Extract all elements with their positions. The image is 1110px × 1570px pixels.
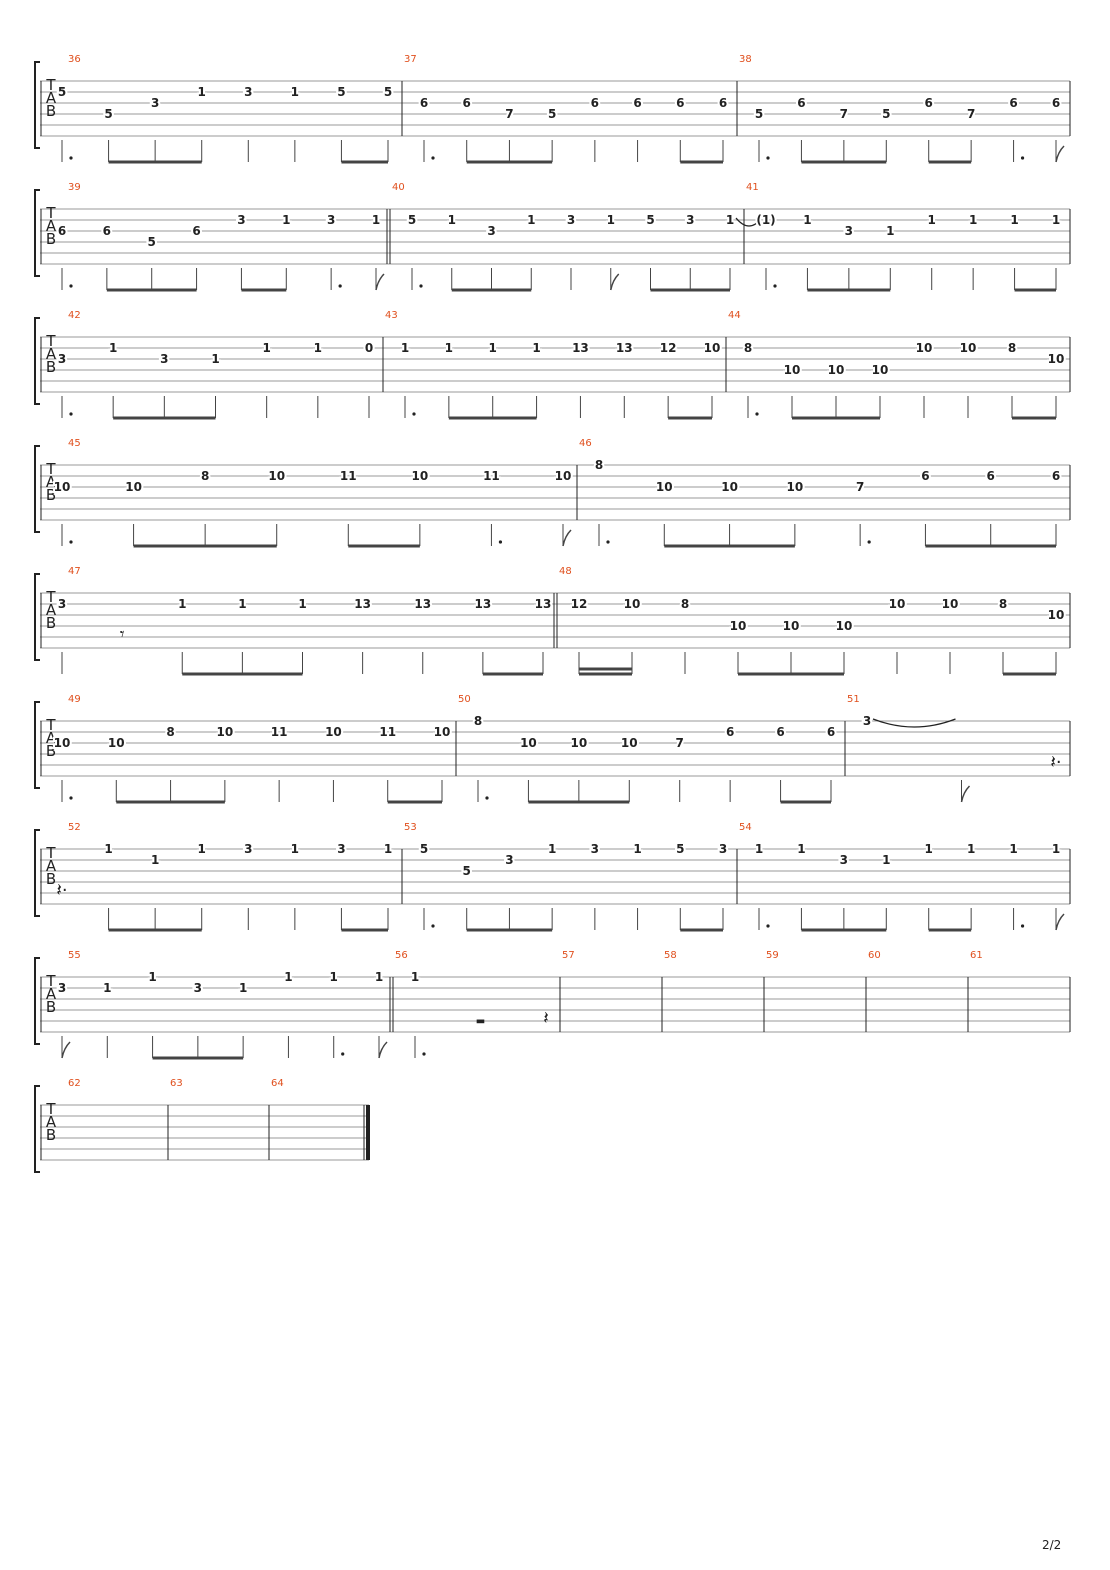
fret-number: 10 — [729, 619, 747, 633]
fret-number: 1 — [329, 970, 338, 984]
measure-number: 61 — [970, 950, 983, 961]
measure-number: 49 — [68, 694, 81, 705]
fret-number: 10 — [915, 341, 933, 355]
measure-number: 52 — [68, 822, 81, 833]
fret-number: 10 — [520, 736, 537, 750]
duration-dot — [419, 284, 422, 287]
fret-number: 1 — [211, 352, 220, 366]
fret-number: 3 — [326, 213, 336, 227]
fret-number: 1 — [886, 224, 895, 238]
tab-clef-t: T — [46, 76, 56, 94]
fret-number: 1 — [924, 842, 933, 856]
page-number: 2/2 — [1042, 1538, 1062, 1552]
duration-dot — [1021, 924, 1024, 927]
tab-clef-a: A — [45, 89, 57, 107]
tab-clef-b: B — [45, 998, 57, 1016]
tab-clef-t: T — [46, 716, 56, 734]
fret-number: 7 — [855, 480, 865, 494]
measure-number: 44 — [728, 310, 741, 321]
fret-number: 13 — [414, 597, 432, 611]
rest-eighth: 𝄾 — [119, 624, 125, 645]
fret-number: 8 — [1007, 341, 1017, 355]
tab-clef-a: A — [45, 985, 57, 1003]
duration-dot — [606, 540, 609, 543]
fret-number: 6 — [924, 96, 933, 110]
fret-number: 6 — [462, 96, 471, 110]
fret-number: 1 — [108, 341, 118, 355]
fret-number: 1 — [103, 981, 112, 995]
tab-clef-b: B — [45, 1126, 57, 1144]
fret-number: 10 — [888, 597, 906, 611]
measure-number: 43 — [385, 310, 398, 321]
fret-number: 3 — [160, 352, 169, 366]
fret-number: 1 — [444, 341, 454, 355]
system-bracket — [35, 830, 40, 916]
fret-number: 1 — [927, 213, 936, 227]
fret-number: 8 — [473, 714, 483, 728]
fret-number: 1 — [371, 213, 381, 227]
fret-number: 10 — [433, 725, 451, 739]
duration-dot — [773, 284, 776, 287]
fret-number: 1 — [284, 970, 293, 984]
fret-number: 6 — [57, 224, 67, 238]
fret-number: 1 — [238, 597, 247, 611]
fret-number: 6 — [590, 96, 600, 110]
fret-number: 3 — [57, 352, 67, 366]
fret-number: 13 — [474, 597, 492, 611]
fret-number: 3 — [590, 842, 600, 856]
fret-number: 3 — [505, 853, 514, 867]
fret-number: 6 — [102, 224, 112, 238]
duration-dot — [339, 284, 342, 287]
fret-number: 1 — [488, 341, 497, 355]
fret-number: 8 — [743, 341, 753, 355]
measure-number: 56 — [395, 950, 408, 961]
fret-number: 10 — [655, 480, 673, 494]
fret-number: 3 — [57, 981, 67, 995]
tab-clef-t: T — [46, 204, 56, 222]
fret-number: 3 — [487, 224, 496, 238]
eighth-flag — [962, 786, 970, 802]
measure-number: 54 — [739, 822, 752, 833]
eighth-flag — [379, 1042, 387, 1058]
fret-number: 1 — [547, 842, 557, 856]
fret-number: 13 — [572, 341, 589, 355]
measure-number: 55 — [68, 950, 81, 961]
rest-quarter-dotted: 𝄽· — [1050, 752, 1062, 773]
fret-number: 8 — [680, 597, 690, 611]
fret-number: 1 — [282, 213, 291, 227]
fret-number: 3 — [244, 85, 253, 99]
fret-number: 1 — [447, 213, 456, 227]
measure-number: 37 — [404, 54, 417, 65]
measure-number: 58 — [664, 950, 677, 961]
duration-dot — [766, 924, 769, 927]
system-bracket — [35, 1086, 40, 1172]
tab-clef-b: B — [45, 230, 57, 248]
measure-number: 36 — [68, 54, 81, 65]
duration-dot — [766, 156, 769, 159]
fret-number: 8 — [166, 725, 175, 739]
measure-number: 51 — [847, 694, 860, 705]
fret-number: 3 — [193, 981, 203, 995]
fret-number: 6 — [725, 725, 735, 739]
fret-number: 6 — [986, 469, 995, 483]
fret-number: 10 — [268, 469, 286, 483]
fret-number: 6 — [1009, 96, 1018, 110]
fret-number: 7 — [675, 736, 684, 750]
fret-number: 0 — [364, 341, 374, 355]
tab-clef-b: B — [45, 358, 57, 376]
tab-clef-a: A — [45, 729, 57, 747]
fret-number: 5 — [754, 107, 764, 121]
fret-number: 3 — [244, 842, 253, 856]
fret-number: 1 — [150, 853, 160, 867]
measure-number: 41 — [746, 182, 759, 193]
fret-number: 1 — [968, 213, 978, 227]
fret-number: 1 — [197, 842, 206, 856]
tab-clef-b: B — [45, 870, 57, 888]
fret-number: 8 — [998, 597, 1008, 611]
measure-number: 42 — [68, 310, 81, 321]
fret-number: 5 — [462, 864, 471, 878]
fret-number: 11 — [339, 469, 357, 483]
fret-number: 6 — [776, 725, 785, 739]
measure-number: 50 — [458, 694, 471, 705]
fret-number: 1 — [104, 842, 113, 856]
measure-number: 64 — [271, 1078, 284, 1089]
measure-number: 39 — [68, 182, 81, 193]
fret-number: 3 — [686, 213, 695, 227]
fret-number: 3 — [566, 213, 576, 227]
measure-number: 63 — [170, 1078, 183, 1089]
tab-clef-t: T — [46, 1100, 56, 1118]
fret-number: 1 — [797, 842, 806, 856]
fret-number: 13 — [534, 597, 552, 611]
tab-clef-b: B — [45, 102, 57, 120]
fret-number: 3 — [839, 853, 849, 867]
fret-number: 1 — [966, 842, 976, 856]
fret-number: 6 — [676, 96, 685, 110]
fret-number: 8 — [594, 458, 604, 472]
duration-dot — [69, 796, 72, 799]
fret-number: 10 — [782, 619, 800, 633]
fret-number: 1 — [262, 341, 271, 355]
fret-number: 5 — [676, 842, 685, 856]
fret-number: 10 — [107, 736, 125, 750]
rest-quarter: 𝄽 — [543, 1008, 549, 1029]
fret-number: 3 — [862, 714, 872, 728]
fret-number: 6 — [921, 469, 930, 483]
measure-number: 60 — [868, 950, 881, 961]
fret-number: 13 — [615, 341, 633, 355]
fret-number: 5 — [104, 107, 113, 121]
fret-number: 10 — [721, 480, 738, 494]
fret-number: 7 — [839, 107, 849, 121]
fret-number: 3 — [237, 213, 246, 227]
tab-clef-a: A — [45, 345, 57, 363]
fret-number: 1 — [148, 970, 157, 984]
rest-quarter-dotted: 𝄽· — [56, 880, 68, 901]
fret-number: 12 — [659, 341, 677, 355]
tab-clef-a: A — [45, 473, 57, 491]
fret-number: 7 — [966, 107, 976, 121]
fret-number: 10 — [703, 341, 721, 355]
fret-number: 10 — [783, 363, 801, 377]
fret-number: 1 — [290, 842, 300, 856]
fret-number: 13 — [354, 597, 371, 611]
duration-dot — [69, 156, 72, 159]
fret-number: 1 — [725, 213, 735, 227]
measure-number: 53 — [404, 822, 417, 833]
fret-number: 6 — [1051, 469, 1061, 483]
fret-number: 5 — [882, 107, 891, 121]
measure-number: 57 — [562, 950, 575, 961]
fret-number: 1 — [178, 597, 187, 611]
fret-number: (1) — [756, 213, 776, 227]
fret-number: 1 — [882, 853, 891, 867]
measure-number: 40 — [392, 182, 405, 193]
duration-dot — [341, 1052, 344, 1055]
fret-number: 11 — [379, 725, 397, 739]
fret-number: 3 — [57, 597, 67, 611]
fret-number: 1 — [1051, 842, 1061, 856]
fret-number: 1 — [803, 213, 812, 227]
system-bracket — [35, 190, 40, 276]
tab-clef-a: A — [45, 857, 57, 875]
fret-number: 1 — [238, 981, 248, 995]
fret-number: 1 — [298, 597, 307, 611]
fret-number: 6 — [419, 96, 429, 110]
tab-clef-t: T — [46, 972, 56, 990]
fret-number: 10 — [125, 480, 142, 494]
measure-number: 48 — [559, 566, 572, 577]
fret-number: 10 — [786, 480, 804, 494]
fret-number: 3 — [844, 224, 854, 238]
fret-number: 1 — [606, 213, 615, 227]
fret-number: 10 — [1047, 352, 1065, 366]
duration-dot — [499, 540, 502, 543]
fret-number: 10 — [53, 736, 71, 750]
fret-number: 10 — [53, 480, 71, 494]
system-bracket — [35, 446, 40, 532]
eighth-flag — [1056, 146, 1064, 162]
fret-number: 1 — [410, 970, 420, 984]
fret-number: 11 — [483, 469, 500, 483]
fret-number: 11 — [270, 725, 288, 739]
fret-number: 5 — [646, 213, 655, 227]
system-bracket — [35, 702, 40, 788]
measure-number: 47 — [68, 566, 81, 577]
system-bracket — [35, 574, 40, 660]
fret-number: 1 — [532, 341, 541, 355]
fret-number: 6 — [1051, 96, 1061, 110]
fret-number: 10 — [941, 597, 959, 611]
fret-number: 10 — [570, 736, 588, 750]
duration-dot — [868, 540, 871, 543]
fret-number: 1 — [290, 85, 300, 99]
duration-dot — [69, 540, 72, 543]
duration-dot — [431, 924, 434, 927]
fret-number: 1 — [313, 341, 323, 355]
duration-dot — [1021, 156, 1024, 159]
tie-arc — [873, 719, 956, 727]
measure-number: 59 — [766, 950, 779, 961]
duration-dot — [69, 412, 72, 415]
measure-number: 38 — [739, 54, 752, 65]
fret-number: 10 — [827, 363, 845, 377]
fret-number: 7 — [505, 107, 514, 121]
fret-number: 3 — [718, 842, 728, 856]
tab-clef-a: A — [45, 217, 57, 235]
eighth-flag — [611, 274, 619, 290]
fret-number: 5 — [547, 107, 557, 121]
duration-dot — [69, 284, 72, 287]
eighth-flag — [1056, 914, 1064, 930]
measure-number: 62 — [68, 1078, 81, 1089]
eighth-flag — [376, 274, 384, 290]
tab-clef-a: A — [45, 1113, 57, 1131]
fret-number: 1 — [383, 842, 393, 856]
fret-number: 5 — [383, 85, 393, 99]
fret-number: 10 — [623, 597, 641, 611]
fret-number: 10 — [1047, 608, 1065, 622]
tab-clef-t: T — [46, 460, 56, 478]
eighth-flag — [62, 1042, 70, 1058]
tab-clef-t: T — [46, 588, 56, 606]
system-bracket — [35, 62, 40, 148]
fret-number: 10 — [554, 469, 572, 483]
fret-number: 6 — [718, 96, 728, 110]
fret-number: 5 — [419, 842, 429, 856]
fret-number: 1 — [374, 970, 384, 984]
system-bracket — [35, 318, 40, 404]
fret-number: 5 — [57, 85, 67, 99]
tab-clef-b: B — [45, 614, 57, 632]
fret-number: 1 — [754, 842, 764, 856]
fret-number: 5 — [407, 213, 417, 227]
fret-number: 1 — [1051, 213, 1061, 227]
system-bracket — [35, 958, 40, 1044]
fret-number: 10 — [835, 619, 853, 633]
fret-number: 10 — [216, 725, 234, 739]
fret-number: 5 — [147, 235, 156, 249]
rest-half: ▬ — [475, 1016, 486, 1027]
fret-number: 6 — [797, 96, 806, 110]
tab-clef-b: B — [45, 742, 57, 760]
fret-number: 1 — [633, 842, 642, 856]
fret-number: 6 — [826, 725, 836, 739]
fret-number: 10 — [325, 725, 342, 739]
fret-number: 10 — [871, 363, 889, 377]
fret-number: 1 — [527, 213, 536, 227]
fret-number: 1 — [1009, 842, 1018, 856]
fret-number: 10 — [959, 341, 977, 355]
fret-number: 3 — [150, 96, 160, 110]
fret-number: 6 — [192, 224, 201, 238]
fret-number: 5 — [337, 85, 346, 99]
fret-number: 3 — [337, 842, 346, 856]
duration-dot — [755, 412, 758, 415]
fret-number: 12 — [570, 597, 588, 611]
measure-number: 46 — [579, 438, 592, 449]
tab-clef-a: A — [45, 601, 57, 619]
measure-number: 45 — [68, 438, 81, 449]
fret-number: 1 — [400, 341, 410, 355]
fret-number: 8 — [200, 469, 210, 483]
tab-clef-b: B — [45, 486, 57, 504]
duration-dot — [412, 412, 415, 415]
duration-dot — [485, 796, 488, 799]
tab-clef-t: T — [46, 844, 56, 862]
fret-number: 10 — [411, 469, 429, 483]
tab-clef-t: T — [46, 332, 56, 350]
duration-dot — [431, 156, 434, 159]
fret-number: 6 — [633, 96, 642, 110]
fret-number: 10 — [620, 736, 638, 750]
duration-dot — [422, 1052, 425, 1055]
eighth-flag — [563, 530, 571, 546]
fret-number: 1 — [1010, 213, 1019, 227]
fret-number: 1 — [197, 85, 206, 99]
